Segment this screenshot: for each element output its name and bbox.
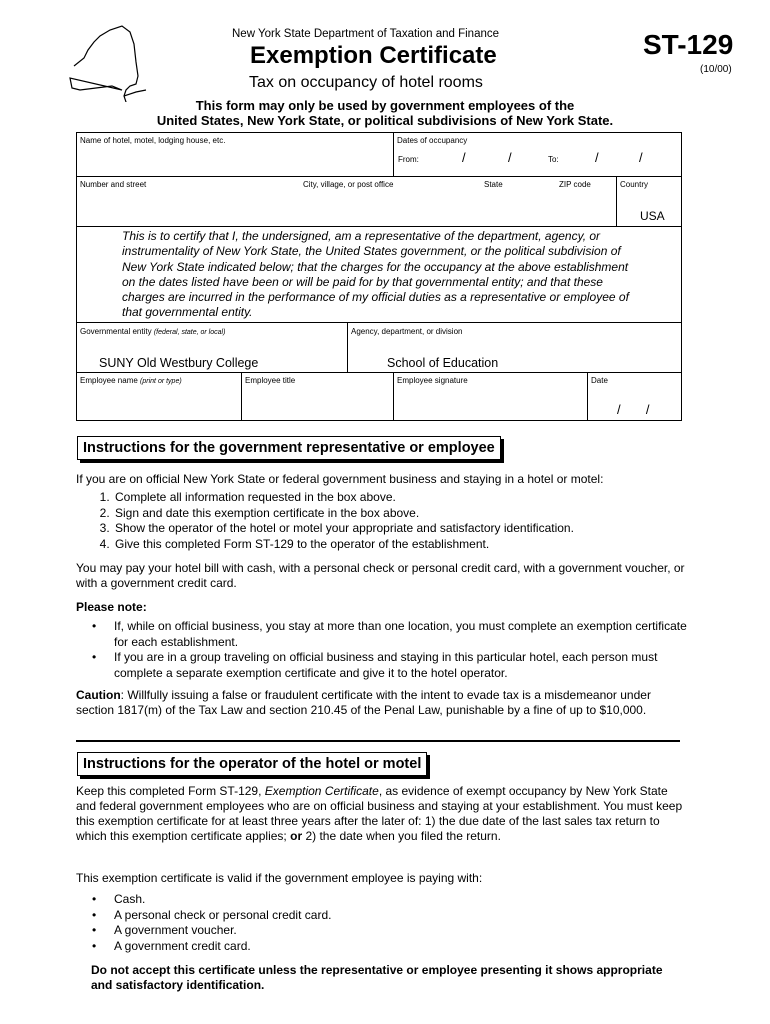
payment-item: • A government voucher. — [114, 923, 704, 939]
country-label: Country — [620, 180, 649, 189]
section-heading-operator: Instructions for the operator of the hotel or motel — [77, 752, 427, 776]
street-label: Number and street — [80, 180, 147, 189]
please-note-heading: Please note: — [76, 600, 147, 614]
date-label: Date — [591, 376, 608, 385]
to-date-slash-2: / — [639, 150, 643, 165]
operator-instructions-b: , as evidence of exempt occupancy by New York State and federal government employees who are on official business and staying at your establishment. You must keep this exemption certificate for at least three years after the later of: 1) the due date of the last sales tax return to which this exemption certificate applies; — [76, 784, 683, 843]
form-number: ST-129 — [643, 29, 734, 60]
agency-label: Agency, department, or division — [351, 327, 463, 336]
or-word: or — [290, 829, 303, 843]
payment-item: • A government credit card. — [114, 939, 704, 955]
step-item: 3. Show the operator of the hotel or motel your appropriate and satisfactory identification. — [113, 521, 723, 537]
employee-title-label: Employee title — [245, 376, 296, 385]
state-label: State — [484, 180, 503, 189]
governmental-entity-hint: (federal, state, or local) — [153, 329, 226, 336]
operator-instructions-c: 2) the date when you filed the return. — [302, 829, 501, 843]
address-field[interactable] — [77, 190, 615, 226]
payment-item: • Cash. — [114, 892, 704, 908]
employee-title-field[interactable] — [242, 387, 392, 419]
certification-statement: This is to certify that I, the undersigned, am a representative of the department, agency, or instrumentality of New York State, the United States government, or the political subdivision of New York State indicated below; that the charges for the occupancy at the above establishment on the dates listed have been or will be paid for by that governmental entity; and that these charges are incurred in the performance of my official duties as a representative or employee of that governmental entity. — [122, 229, 629, 320]
governmental-entity-label — [80, 327, 225, 336]
employee-signature-field[interactable] — [394, 387, 586, 419]
eligibility-notice-line2: United States, New York State, or political subdivisions of New York State. — [156, 113, 614, 128]
validity-intro: This exemption certificate is valid if the government employee is paying with: — [76, 871, 483, 885]
please-note-list — [76, 619, 704, 681]
step-item: 1. Complete all information requested in the box above. — [113, 490, 723, 506]
employee-signature-label: Employee signature — [397, 376, 468, 385]
employee-name-hint: (print or type) — [140, 378, 182, 385]
form-name: Exemption Certificate — [264, 784, 379, 798]
payment-options: You may pay your hotel bill with cash, with a personal check or personal credit card, with a government voucher, or with a government credit card. — [76, 561, 685, 590]
dates-of-occupancy-label: Dates of occupancy — [397, 136, 468, 145]
hotel-name-label: Name of hotel, motel, lodging house, etc. — [80, 136, 226, 145]
page-title: Exemption Certificate — [250, 42, 497, 69]
to-label: To: — [548, 155, 559, 164]
signature-date-field[interactable]: / / — [617, 402, 650, 417]
note-item: • If you are in a group traveling on official business and staying in this particular hotel, each person must complete a separate exemption certificate and give it to the hotel operator. — [114, 650, 704, 681]
country-value[interactable]: USA — [640, 209, 665, 223]
eligibility-notice-line1: This form may only be used by government employees of the — [195, 98, 575, 113]
to-date-slash-1: / — [595, 150, 599, 165]
zip-code-label: ZIP code — [559, 180, 591, 189]
to-date-field[interactable] — [565, 150, 675, 168]
from-date-slash-2: / — [508, 150, 512, 165]
new-york-state-outline-icon — [66, 22, 150, 102]
employee-name-label-text: Employee name — [80, 376, 138, 385]
form-revision-date: (10/00) — [700, 64, 732, 75]
from-date-field[interactable] — [425, 150, 535, 168]
representative-steps — [76, 490, 723, 552]
payment-item: • A personal check or personal credit card. — [114, 908, 704, 924]
identification-warning: Do not accept this certificate unless the representative or employee presenting it shows appropriate and satisfactory identification. — [91, 963, 663, 992]
governmental-entity-label-text: Governmental entity — [80, 327, 152, 336]
eligibility-notice — [0, 98, 770, 128]
page-subtitle: Tax on occupancy of hotel rooms — [249, 74, 483, 91]
accepted-payments-list — [76, 892, 704, 954]
employee-name-field[interactable] — [77, 387, 240, 419]
operator-instructions-a: Keep this completed Form ST-129, — [76, 784, 265, 798]
caution-label: Caution — [76, 688, 121, 702]
city-label: City, village, or post office — [303, 180, 394, 189]
note-item: • If, while on official business, you stay at more than one location, you must complete an exemption certificate for each establishment. — [114, 619, 704, 650]
caution-text: : Willfully issuing a false or fraudulent certificate with the intent to evade tax is a misdemeanor under section 1817(m) of the Tax Law and section 210.45 of the Penal Law, punishable by a fine of up to $10,000. — [76, 688, 651, 717]
hotel-name-field[interactable] — [77, 146, 392, 176]
governmental-entity-field[interactable]: SUNY Old Westbury College — [99, 356, 259, 370]
step-item: 2. Sign and date this exemption certificate in the box above. — [113, 506, 723, 522]
step-item: 4. Give this completed Form ST-129 to the operator of the establishment. — [113, 537, 723, 553]
agency-field[interactable]: School of Education — [387, 356, 499, 370]
from-label: From: — [398, 155, 419, 164]
department-name: New York State Department of Taxation and Finance — [232, 28, 500, 40]
employee-name-label — [80, 376, 182, 385]
caution-paragraph — [76, 688, 688, 718]
section-divider — [76, 740, 680, 742]
operator-instructions — [76, 784, 684, 844]
section1-intro: If you are on official New York State or federal government business and staying in a hotel or motel: — [76, 472, 604, 486]
from-date-slash-1: / — [462, 150, 466, 165]
section-heading-representative: Instructions for the government representative or employee — [77, 436, 501, 460]
